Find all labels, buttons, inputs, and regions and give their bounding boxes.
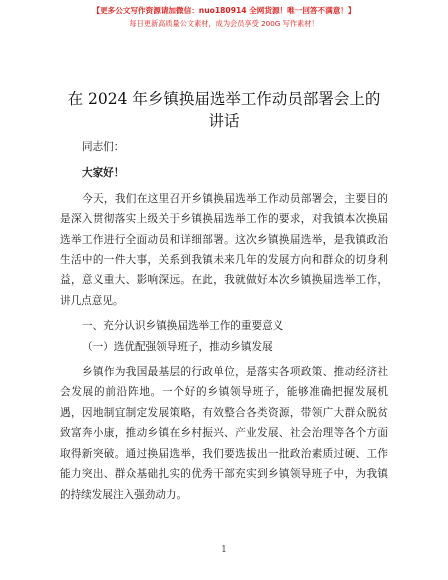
greeting: 大家好！ [82, 167, 125, 180]
salutation: 同志们： [82, 141, 125, 153]
subsection-heading: （一）选优配强领导班子，推动乡镇发展 [82, 340, 273, 353]
promo-banner-line-1: 【更多公文写作资源请加微信：nuo180914 全网货源！唯一回答不满意！】 [92, 6, 356, 15]
section-heading: 一、充分认识乡镇换届选举工作的重要意义 [82, 320, 284, 333]
document-body [60, 137, 388, 505]
promo-banner-line-2: 每日更新高质量公文素材，成为会员享受 200G 写作素材！ [129, 19, 319, 28]
document-title: 在 2024 年乡镇换届选举工作动员部署会上的讲话 [67, 90, 381, 130]
intro-paragraph: 今天，我们在这里召开乡镇换届选举工作动员部署会，主要目的是深入贯彻落实上级关于乡镇换届选举工作的要求，对我镇本次换届选举工作进行全面动员和详细部署。这次乡镇换届选举，是我镇政治生活中的一件大事，关系到我镇未来几年的发展方向和群众的切身利益，意义重大、影响深远。在此，我就做好本次乡镇换届选举工作，讲几点意见。 [60, 192, 388, 307]
page-number: 1 [221, 545, 227, 555]
subsection-paragraph: 乡镇作为我国最基层的行政单位，是落实各项政策、推动经济社会发展的前沿阵地。一个好的乡镇领导班子，能够准确把握发展机遇，因地制宜制定发展策略，有效整合各类资源，带领广大群众脱贫致富奔小康，推动乡镇在乡村振兴、产业发展、社会治理等各个方面取得新突破。通过换届选举，我们要选拔出一批政治素质过硬、工作能力突出、群众基础扎实的优秀干部充实到乡镇领导班子中，为我镇的持续发展注入强劲动力。 [60, 366, 388, 501]
